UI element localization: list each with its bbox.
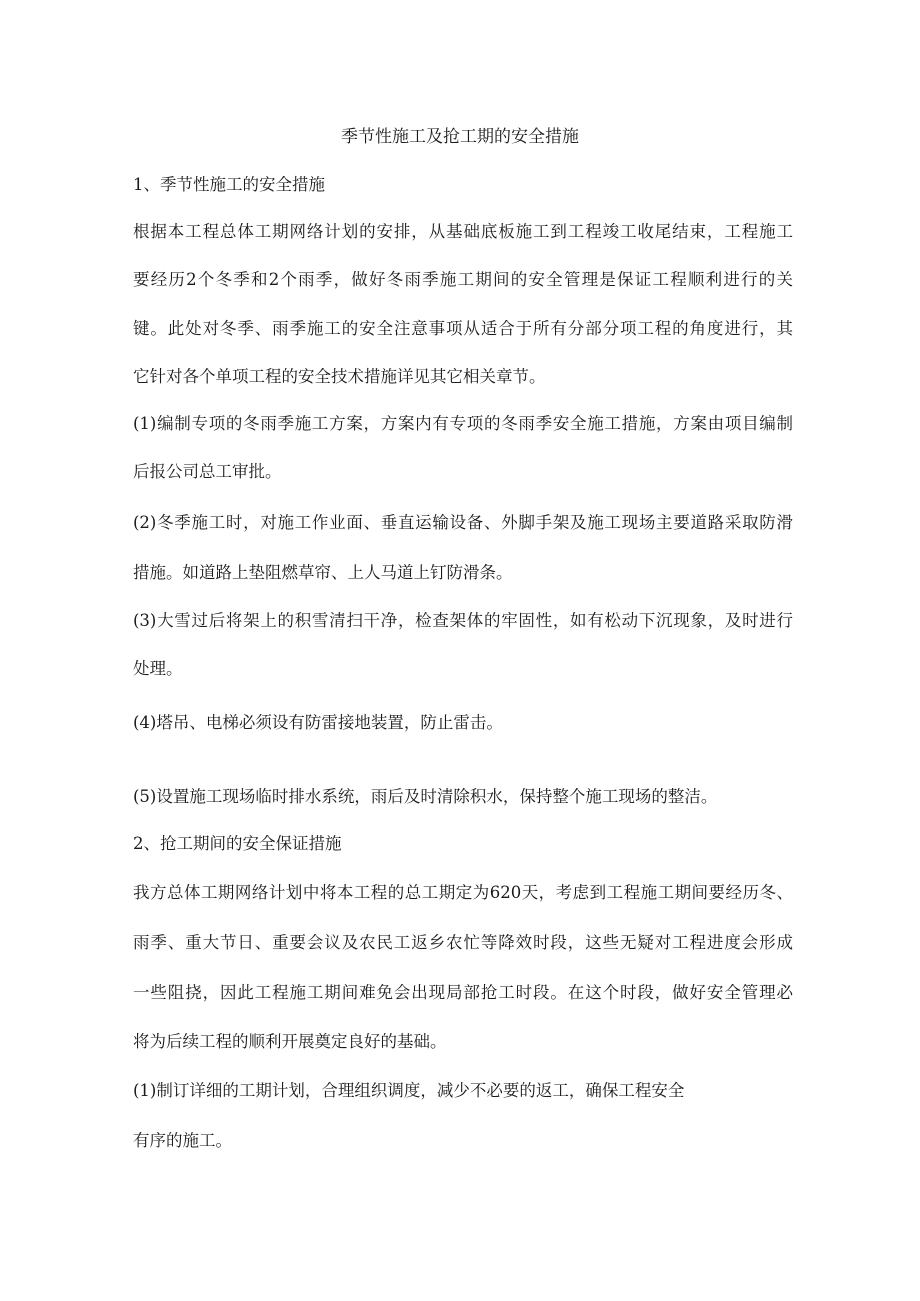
section-2-item-1-line-1: (1)制订详细的工期计划，合理组织调度，减少不必要的返工，确保工程安全 [133,1081,685,1100]
section-1-item-2-line-2: 措施。如道路上垫阻燃草帘、上人马道上钉防滑条。 [133,563,513,582]
section-2-heading: 2、抢工期间的安全保证措施 [133,834,342,853]
section-2-intro-line-4: 将为后续工程的顺利开展奠定良好的基础。 [133,1032,447,1051]
section-2-intro-line-1: 我方总体工期网络计划中将本工程的总工期定为620天，考虑到工程施工期间要经历冬、 [133,883,793,902]
section-1-item-4: (4)塔吊、电梯必须设有防雷接地装置，防止雷击。 [133,713,503,732]
section-1-item-3-line-2: 处理。 [133,659,183,678]
section-1-intro-line-4: 它针对各个单项工程的安全技术措施详见其它相关章节。 [133,367,546,386]
section-1-heading: 1、季节性施工的安全措施 [133,175,325,194]
section-1-intro-line-3: 键。此处对冬季、雨季施工的安全注意事项从适合于所有分部分项工程的角度进行，其 [133,319,793,338]
section-1-intro-line-1: 根据本工程总体工期网络计划的安排，从基础底板施工到工程竣工收尾结束，工程施工 [133,222,793,241]
section-2-intro-line-3: 一些阻挠，因此工程施工期间难免会出现局部抢工时段。在这个时段，做好安全管理必 [133,983,793,1002]
section-1-item-1-line-2: 后报公司总工审批。 [133,462,282,481]
section-1-item-5: (5)设置施工现场临时排水系统，雨后及时清除积水，保持整个施工现场的整洁。 [133,787,718,806]
section-1-intro-line-2: 要经历2个冬季和2个雨季，做好冬雨季施工期间的安全管理是保证工程顺利进行的关 [133,270,793,289]
section-1-item-2-line-1: (2)冬季施工时，对施工作业面、垂直运输设备、外脚手架及施工现场主要道路采取防滑 [133,513,793,532]
document-title: 季节性施工及抢工期的安全措施 [341,127,579,147]
section-1-item-3-line-1: (3)大雪过后将架上的积雪清扫干净，检查架体的牢固性，如有松动下沉现象，及时进行 [133,611,793,630]
section-2-item-1-line-2: 有序的施工。 [133,1131,232,1150]
section-2-intro-line-2: 雨季、重大节日、重要会议及农民工返乡农忙等降效时段，这些无疑对工程进度会形成 [133,933,793,952]
section-1-item-1-line-1: (1)编制专项的冬雨季施工方案，方案内有专项的冬雨季安全施工措施，方案由项目编制 [133,414,793,433]
